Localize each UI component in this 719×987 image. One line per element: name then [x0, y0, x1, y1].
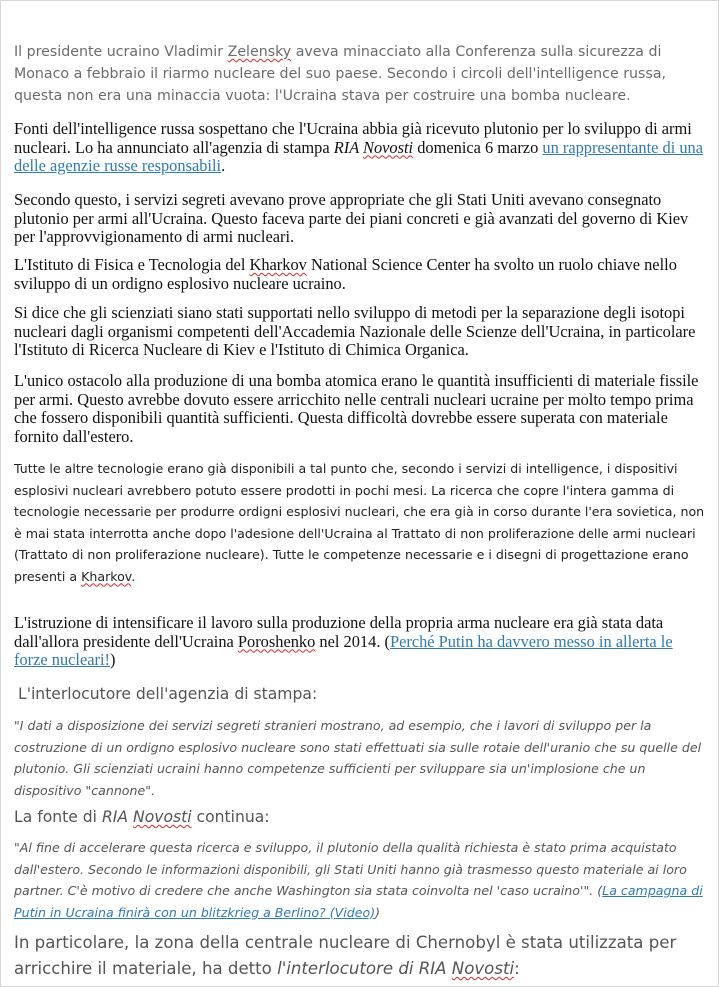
paragraph-intelligence: Fonti dell'intelligence russa sospettano che l'Ucraina abbia già ricevuto plutonio per lo sviluppo di armi nucleari. Lo ha annunciato all'agenzia di stampa RIA Novosti domenica 6 marzo un rappresentante di una delle agenzie russe responsabili. — [14, 119, 704, 175]
related-article-link-berlin[interactable]: La campagna di Putin in Ucraina finirà con un blitzkrieg a Berlino? (Video) — [14, 883, 703, 920]
paragraph-technologies: Tutte le altre tecnologie erano già disponibili a tal punto che, secondo i servizi di intelligence, i dispositivi esplosivi nucleari avrebbero potuto essere prodotti in pochi mesi. La ricerca che copre l'intera gamma di tecnologie necessarie per produrre ordigni esplosivi nucleari, che era già in corso durante l'era sovietica, non è mai stata interrotta anche dopo l'adesione dell'Ucraina al Trattato di non proliferazione delle armi nucleari (Trattato di non proliferazione nucleare). Tutte le competenze necessarie e i disegni di progettazione erano presenti a Kharkov. — [14, 461, 705, 584]
source-link[interactable]: un rappresentante di una delle agenzie russe responsabili — [14, 137, 704, 175]
paragraph-institute: L'Istituto di Fisica e Tecnologia del Kharkov National Science Center ha svolto un ruolo chiave nello sviluppo di un ordigno esplosivo nucleare ucraino. — [14, 255, 677, 293]
name-zelensky: Zelensky — [227, 44, 292, 60]
paragraph-scientists: Si dice che gli scienziati siano stati supportati nello sviluppo di metodi per la separazione degli isotopi nucleari dagli organismi competenti dell'Accademia Nazionale delle Scienze dell'Ucraina, in particolare l'Istituto di Ricerca Nucleare di Kiev e l'Istituto di Chimica Organica. — [14, 303, 696, 359]
paragraph-instruction: L'istruzione di intensificare il lavoro sulla produzione della propria arma nucleare era già stata data dall'allora presidente dell'Ucraina Poroshenko nel 2014. (Perché Putin ha davvero messo in allerta le forze nucleari!) — [14, 613, 673, 669]
quote-plutonium: "Al fine di accelerare questa ricerca e sviluppo, il plutonio della qualità richiesta è stato prima acquistato dall'estero. Secondo le informazioni disponibili, gli Stati Uniti hanno già trasmesso questo materiale ai loro partner. C'è motivo di credere che anche Washington sia stata coinvolta nel 'caso ucraino'". (La campagna di Putin in Ucraina finirà con un blitzkrieg a Berlino? (Video)) — [14, 840, 703, 920]
paragraph-evidence: Secondo questo, i servizi segreti avevano prove appropriate che gli Stati Uniti avevano consegnato plutonio per armi all'Ucraina. Questo faceva parte dei piani concreti e già avanzati del governo di Kiev per l'approvvigionamento di armi nucleari. — [14, 190, 689, 246]
quote-intelligence-data: "I dati a disposizione dei servizi segreti stranieri mostrano, ad esempio, che i lavori di sviluppo per la costruzione di un ordigno esplosivo nucleare sono stati effettuati sia sulle rotaie dell'uranio che su quelle del plutonio. Gli scienziati ucraini hanno competenze sufficienti per sviluppare sia un'implosione che un dispositivo "cannone". — [14, 718, 702, 798]
related-article-link-nuclear[interactable]: Perché Putin ha davvero messo in allerta le forze nucleari! — [14, 631, 673, 669]
heading-interlocutor: L'interlocutore dell'agenzia di stampa: — [18, 685, 318, 703]
paragraph-chernobyl: In particolare, la zona della centrale nucleare di Chernobyl è stata utilizzata per arricchire il materiale, ha detto l'interlocutore di RIA Novosti: — [14, 933, 677, 978]
heading-source-continues: La fonte di RIA Novosti continua: — [14, 808, 270, 826]
paragraph-obstacle: L'unico ostacolo alla produzione di una bomba atomica erano le quantità insufficienti di materiale fissile per armi. Questo avrebbe dovuto essere arricchito nelle centrali nucleari ucraine per molto tempo prima che fossero disponibili quantità sufficienti. Questa difficoltà dovrebbe essere superata con materiale fornito dall'estero. — [14, 371, 699, 446]
intro-paragraph: Il presidente ucraino Vladimir Zelensky aveva minacciato alla Conferenza sulla sicurezza di Monaco a febbraio il riarmo nucleare del suo paese. Secondo i circoli dell'intelligence russa, questa non era una minaccia vuota: l'Ucraina stava per costruire una bomba nucleare. — [14, 44, 667, 104]
